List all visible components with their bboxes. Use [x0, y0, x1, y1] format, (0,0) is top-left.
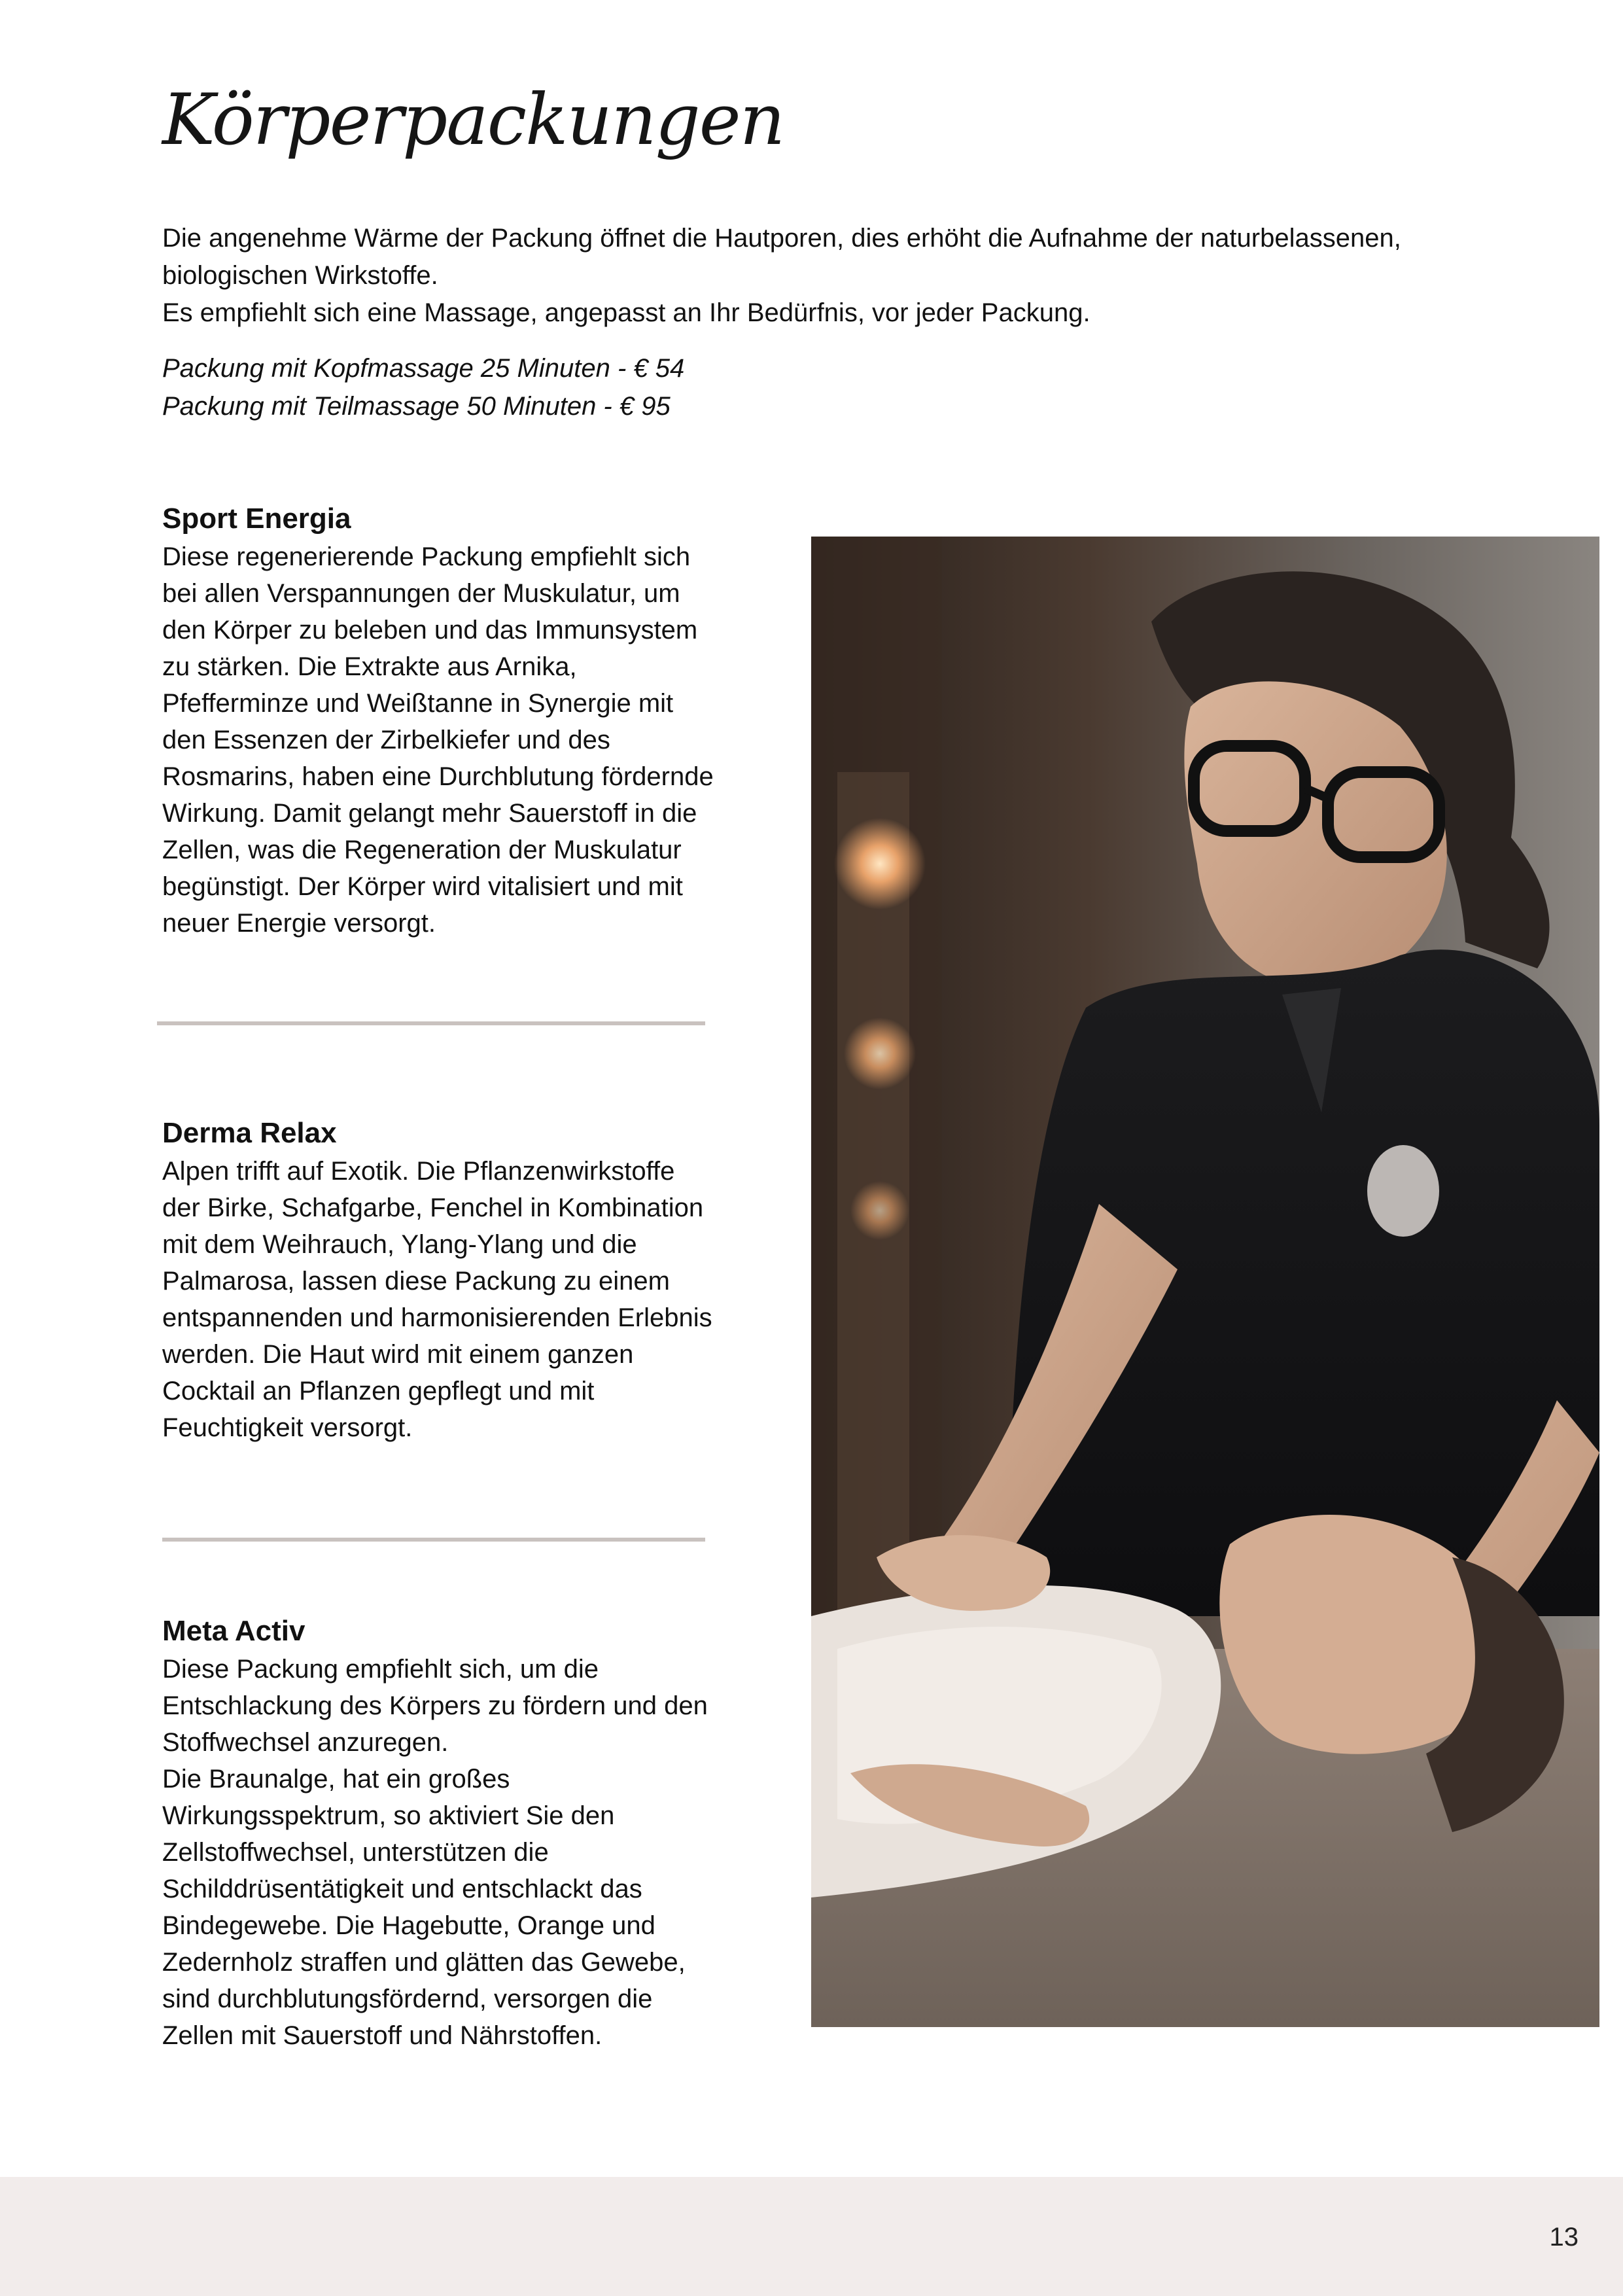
- intro-line-2: Es empfiehlt sich eine Massage, angepasst an Ihr Bedürfnis, vor jeder Packung.: [162, 298, 1091, 327]
- intro-text: [162, 220, 1510, 332]
- spa-treatment-photo: [811, 537, 1599, 2027]
- section-derma-relax: [162, 1114, 718, 1446]
- price-list: [162, 349, 947, 425]
- section-text: Alpen trifft auf Exotik. Die Pflanzenwirkstoffe der Birke, Schafgarbe, Fenchel in Kombination mit dem Weihrauch, Ylang-Ylang und die Palmarosa, lassen diese Packung zu einem entspannenden und harmonisierenden Erlebnis werden. Die Haut wird mit einem ganzen Cocktail an Pflanzen gepflegt und mit Feuchtigkeit versorgt.: [162, 1157, 712, 1442]
- page-footer: [0, 2177, 1623, 2296]
- price-item: Packung mit Teilmassage 50 Minuten - € 95: [162, 392, 671, 421]
- intro-line-1: Die angenehme Wärme der Packung öffnet die Hautporen, dies erhöht die Aufnahme der naturbelassenen, biologischen Wirkstoffe.: [162, 224, 1401, 290]
- section-text: Diese Packung empfiehlt sich, um die Entschlackung des Körpers zu fördern und den Stoffwechsel anzuregen.: [162, 1655, 708, 1757]
- section-divider: [157, 1021, 705, 1025]
- section-text: Die Braunalge, hat ein großes Wirkungsspektrum, so aktiviert Sie den Zellstoffwechsel, unterstützen die Schilddrüsentätigkeit und entschlackt das Bindegewebe. Die Hagebutte, Orange und Zedernholz straffen und glätten das Gewebe, sind durchblutungsfördernd, versorgen die Zellen mit Sauerstoff und Nährstoffen.: [162, 1765, 686, 2050]
- page-number: 13: [1549, 2223, 1579, 2252]
- page-title: Körperpackungen: [162, 79, 784, 161]
- section-heading: Derma Relax: [162, 1117, 337, 1149]
- section-divider: [162, 1538, 705, 1542]
- section-heading: Meta Activ: [162, 1615, 305, 1647]
- section-heading: Sport Energia: [162, 503, 351, 535]
- section-sport-energia: [162, 499, 718, 942]
- price-item: Packung mit Kopfmassage 25 Minuten - € 54: [162, 354, 685, 383]
- section-text: Diese regenerierende Packung empfiehlt sich bei allen Verspannungen der Muskulatur, um den Körper zu beleben und das Immunsystem zu stärken. Die Extrakte aus Arnika, Pfefferminze und Weißtanne in Synergie mit den Essenzen der Zirbelkiefer und des Rosmarins, haben eine Durchblutung fördernde Wirkung. Damit gelangt mehr Sauerstoff in die Zellen, was die Regeneration der Muskulatur begünstigt. Der Körper wird vitalisiert und mit neuer Energie versorgt.: [162, 542, 714, 938]
- section-meta-activ: [162, 1612, 718, 2054]
